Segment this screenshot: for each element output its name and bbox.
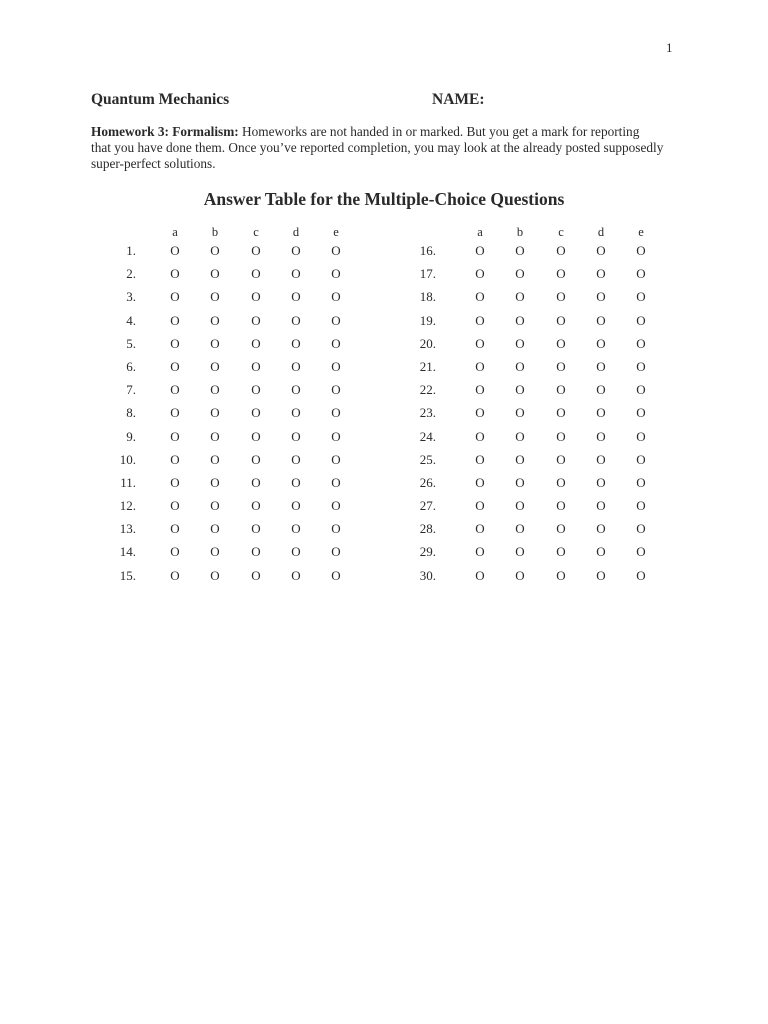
answer-bubble-a[interactable]: O [475, 428, 485, 444]
question-number: 1. [126, 243, 136, 258]
answer-bubble-d[interactable]: O [596, 289, 606, 305]
answer-bubble-a[interactable]: O [475, 567, 485, 583]
answer-bubble-d[interactable]: O [596, 428, 606, 444]
question-number: 23. [419, 405, 436, 421]
answer-bubble-c[interactable]: O [556, 451, 566, 467]
answer-bubble-d[interactable]: O [596, 312, 606, 328]
answer-bubble-d[interactable]: O [596, 451, 606, 467]
answer-bubble-b[interactable]: O [515, 289, 525, 305]
answer-bubble-a[interactable]: O [170, 335, 180, 351]
answer-bubble-c[interactable]: O [251, 451, 261, 467]
question-number: 4. [126, 312, 136, 328]
answer-bubble-d[interactable]: O [291, 405, 301, 421]
answer-bubble-a[interactable]: O [170, 428, 180, 444]
answer-bubble-d[interactable]: O [291, 243, 301, 258]
course-title: Quantum Mechanics [91, 91, 230, 108]
answer-bubble-c[interactable]: O [556, 521, 566, 537]
answer-bubble-a[interactable]: O [170, 498, 180, 514]
answer-bubble-e[interactable]: O [331, 544, 341, 560]
answer-bubble-d[interactable]: O [596, 498, 606, 514]
answer-bubble-e[interactable]: O [331, 382, 341, 398]
question-number: 9. [126, 428, 136, 444]
column-header-a: a [172, 225, 178, 239]
answer-bubble-c[interactable]: O [251, 382, 261, 398]
answer-bubble-a[interactable]: O [170, 312, 180, 328]
answer-bubble-c[interactable]: O [251, 428, 261, 444]
answer-bubble-c[interactable]: O [251, 335, 261, 351]
answer-bubble-c[interactable]: O [556, 266, 566, 282]
answer-bubble-b[interactable]: O [210, 451, 220, 467]
answer-bubble-e[interactable]: O [331, 289, 341, 305]
answer-bubble-a[interactable]: O [475, 498, 485, 514]
column-header-d: d [597, 225, 605, 239]
homework-label: Homework 3: Formalism: [91, 124, 239, 139]
answer-bubble-e[interactable]: O [636, 382, 646, 398]
answer-bubble-a[interactable]: O [475, 405, 485, 421]
answer-bubble-e[interactable]: O [331, 428, 341, 444]
answer-bubble-a[interactable]: O [475, 521, 485, 537]
column-header-e: e [638, 225, 644, 239]
answer-bubble-e[interactable]: O [331, 474, 341, 490]
answer-bubble-b[interactable]: O [210, 521, 220, 537]
question-number: 24. [419, 428, 436, 444]
answer-bubble-d[interactable]: O [291, 521, 301, 537]
name-label: NAME: [432, 91, 485, 108]
answer-bubble-a[interactable]: O [170, 474, 180, 490]
answer-bubble-c[interactable]: O [251, 405, 261, 421]
intro-text-1: Homeworks are not handed in or marked. But you get a mark for reporting [238, 124, 640, 139]
answer-bubble-d[interactable]: O [596, 474, 606, 490]
answer-bubble-c[interactable]: O [251, 243, 261, 258]
answer-bubble-b[interactable]: O [515, 312, 525, 328]
answer-bubble-b[interactable]: O [515, 567, 525, 583]
question-number: 25. [419, 451, 436, 467]
answer-bubble-a[interactable]: O [475, 335, 485, 351]
answer-bubble-d[interactable]: O [596, 544, 606, 560]
question-number: 17. [419, 266, 436, 282]
answer-bubble-c[interactable]: O [251, 474, 261, 490]
answer-bubble-a[interactable]: O [475, 243, 485, 258]
answer-bubble-e[interactable]: O [331, 521, 341, 537]
answer-bubble-b[interactable]: O [515, 544, 525, 560]
answer-bubble-c[interactable]: O [556, 243, 566, 258]
answer-bubble-a[interactable]: O [170, 382, 180, 398]
question-number: 20. [419, 335, 436, 351]
answer-bubble-e[interactable]: O [331, 451, 341, 467]
answer-bubble-d[interactable]: O [291, 428, 301, 444]
answer-bubble-c[interactable]: O [556, 358, 566, 374]
question-number: 29. [419, 544, 436, 560]
answer-bubble-e[interactable]: O [636, 474, 646, 490]
answer-bubble-c[interactable]: O [556, 382, 566, 398]
question-number: 11. [120, 474, 136, 490]
answer-bubble-c[interactable]: O [251, 289, 261, 305]
question-number: 12. [119, 498, 136, 514]
answer-bubble-b[interactable]: O [515, 243, 525, 258]
answer-bubble-a[interactable]: O [170, 243, 180, 258]
column-header-d: d [292, 225, 300, 239]
question-number: 27. [419, 498, 436, 514]
answer-bubble-b[interactable]: O [210, 382, 220, 398]
answer-bubble-b[interactable]: O [210, 474, 220, 490]
answer-bubble-e[interactable]: O [331, 498, 341, 514]
question-number: 22. [419, 382, 436, 398]
answer-bubble-e[interactable]: O [636, 266, 646, 282]
answer-bubble-b[interactable]: O [515, 335, 525, 351]
answer-bubble-b[interactable]: O [210, 567, 220, 583]
answer-bubble-a[interactable]: O [170, 289, 180, 305]
answer-bubble-a[interactable]: O [475, 451, 485, 467]
answer-bubble-a[interactable]: O [475, 312, 485, 328]
answer-bubble-a[interactable]: O [475, 289, 485, 305]
answer-bubble-e[interactable]: O [331, 243, 341, 258]
answer-bubble-c[interactable]: O [556, 312, 566, 328]
answer-bubble-c[interactable]: O [556, 335, 566, 351]
answer-bubble-c[interactable]: O [556, 289, 566, 305]
answer-bubble-b[interactable]: O [515, 382, 525, 398]
answer-bubble-c[interactable]: O [251, 312, 261, 328]
answer-bubble-a[interactable]: O [475, 358, 485, 374]
page-number: 1 [666, 40, 673, 55]
answer-bubble-b[interactable]: O [515, 405, 525, 421]
question-number: 6. [126, 358, 136, 374]
answer-bubble-b[interactable]: O [210, 544, 220, 560]
answer-bubble-d[interactable]: O [291, 266, 301, 282]
answer-bubble-e[interactable]: O [331, 567, 341, 583]
answer-bubble-e[interactable]: O [636, 289, 646, 305]
question-number: 21. [419, 358, 436, 374]
column-header-e: e [333, 225, 339, 239]
answer-bubble-e[interactable]: O [636, 544, 646, 560]
answer-bubble-d[interactable]: O [596, 567, 606, 583]
answer-bubble-d[interactable]: O [291, 567, 301, 583]
question-number: 26. [419, 474, 436, 490]
answer-bubble-d[interactable]: O [291, 358, 301, 374]
question-number: 15. [119, 567, 136, 583]
answer-bubble-b[interactable]: O [210, 358, 220, 374]
answer-bubble-e[interactable]: O [331, 335, 341, 351]
answer-bubble-a[interactable]: O [170, 451, 180, 467]
question-number: 8. [126, 405, 136, 421]
answer-bubble-b[interactable]: O [210, 243, 220, 258]
answer-bubble-e[interactable]: O [636, 521, 646, 537]
answer-bubble-b[interactable]: O [210, 405, 220, 421]
question-number: 18. [419, 289, 436, 305]
answer-bubble-e[interactable]: O [636, 335, 646, 351]
header-row [91, 91, 681, 113]
question-number: 13. [119, 521, 136, 537]
answer-bubble-e[interactable]: O [331, 405, 341, 421]
answer-bubble-e[interactable]: O [636, 567, 646, 583]
answer-bubble-b[interactable]: O [210, 312, 220, 328]
answer-bubble-a[interactable]: O [475, 544, 485, 560]
answer-bubble-b[interactable]: O [515, 521, 525, 537]
answer-bubble-a[interactable]: O [170, 567, 180, 583]
answer-bubble-b[interactable]: O [515, 428, 525, 444]
answer-bubble-c[interactable]: O [251, 266, 261, 282]
answer-bubble-a[interactable]: O [475, 266, 485, 282]
answer-bubble-b[interactable]: O [210, 428, 220, 444]
question-number: 28. [419, 521, 436, 537]
answer-bubble-a[interactable]: O [475, 382, 485, 398]
answer-bubble-d[interactable]: O [596, 358, 606, 374]
answer-bubble-c[interactable]: O [556, 428, 566, 444]
answer-bubble-b[interactable]: O [210, 289, 220, 305]
question-number: 14. [119, 544, 136, 560]
answer-bubble-d[interactable]: O [291, 474, 301, 490]
answer-bubble-d[interactable]: O [596, 266, 606, 282]
column-header-c: c [558, 225, 564, 239]
answer-bubble-e[interactable]: O [636, 451, 646, 467]
answer-bubble-c[interactable]: O [251, 544, 261, 560]
question-number: 2. [126, 266, 136, 282]
answer-bubble-a[interactable]: O [170, 544, 180, 560]
answer-bubble-e[interactable]: O [331, 358, 341, 374]
answer-bubble-c[interactable]: O [556, 567, 566, 583]
answer-bubble-c[interactable]: O [556, 405, 566, 421]
column-header-c: c [253, 225, 259, 239]
answer-bubble-e[interactable]: O [331, 312, 341, 328]
answer-bubble-b[interactable]: O [515, 358, 525, 374]
answer-bubble-c[interactable]: O [556, 474, 566, 490]
answer-bubble-e[interactable]: O [636, 312, 646, 328]
column-header-b: b [516, 225, 524, 239]
column-header-b: b [211, 225, 219, 239]
answer-bubble-e[interactable]: O [636, 405, 646, 421]
intro-line-3: super-perfect solutions. [91, 156, 216, 171]
answer-bubble-a[interactable]: O [170, 266, 180, 282]
answer-bubble-d[interactable]: O [596, 521, 606, 537]
answer-bubble-d[interactable]: O [291, 544, 301, 560]
answer-bubble-c[interactable]: O [251, 498, 261, 514]
answer-bubble-c[interactable]: O [556, 498, 566, 514]
answer-bubble-c[interactable]: O [251, 567, 261, 583]
answer-bubble-a[interactable]: O [475, 474, 485, 490]
question-number: 10. [119, 451, 136, 467]
answer-bubble-e[interactable]: O [331, 266, 341, 282]
answer-bubble-d[interactable]: O [291, 289, 301, 305]
question-number: 3. [126, 289, 136, 305]
answer-bubble-d[interactable]: O [291, 335, 301, 351]
answer-bubble-c[interactable]: O [556, 544, 566, 560]
question-number: 30. [419, 567, 436, 583]
answer-bubble-d[interactable]: O [596, 382, 606, 398]
intro-line-2: that you have done them. Once you’ve reported completion, you may look at the already posted supposedly [91, 140, 664, 155]
answer-bubble-c[interactable]: O [251, 358, 261, 374]
answer-bubble-e[interactable]: O [636, 428, 646, 444]
answer-bubble-c[interactable]: O [251, 521, 261, 537]
answer-bubble-d[interactable]: O [291, 451, 301, 467]
answer-bubble-d[interactable]: O [596, 405, 606, 421]
answer-bubble-d[interactable]: O [291, 498, 301, 514]
answer-bubble-b[interactable]: O [515, 451, 525, 467]
intro-line-1 [91, 124, 691, 140]
answer-bubble-b[interactable]: O [210, 335, 220, 351]
answer-bubble-d[interactable]: O [291, 382, 301, 398]
answer-bubble-d[interactable]: O [291, 312, 301, 328]
answer-bubble-a[interactable]: O [170, 521, 180, 537]
answer-bubble-a[interactable]: O [170, 358, 180, 374]
answer-bubble-b[interactable]: O [210, 266, 220, 282]
answer-bubble-e[interactable]: O [636, 243, 646, 258]
question-number: 16. [419, 243, 436, 258]
answer-bubble-b[interactable]: O [515, 498, 525, 514]
answer-bubble-d[interactable]: O [596, 335, 606, 351]
intro-paragraph [91, 124, 691, 172]
question-number: 5. [126, 335, 136, 351]
table-title: Answer Table for the Multiple-Choice Questions [203, 189, 565, 209]
question-number: 19. [419, 312, 436, 328]
answer-bubble-a[interactable]: O [170, 405, 180, 421]
answer-bubble-e[interactable]: O [636, 498, 646, 514]
answer-bubble-b[interactable]: O [515, 474, 525, 490]
column-header-a: a [477, 225, 483, 239]
question-number: 7. [126, 382, 136, 398]
answer-bubble-b[interactable]: O [515, 266, 525, 282]
answer-bubble-b[interactable]: O [210, 498, 220, 514]
answer-bubble-d[interactable]: O [596, 243, 606, 258]
answer-bubble-e[interactable]: O [636, 358, 646, 374]
